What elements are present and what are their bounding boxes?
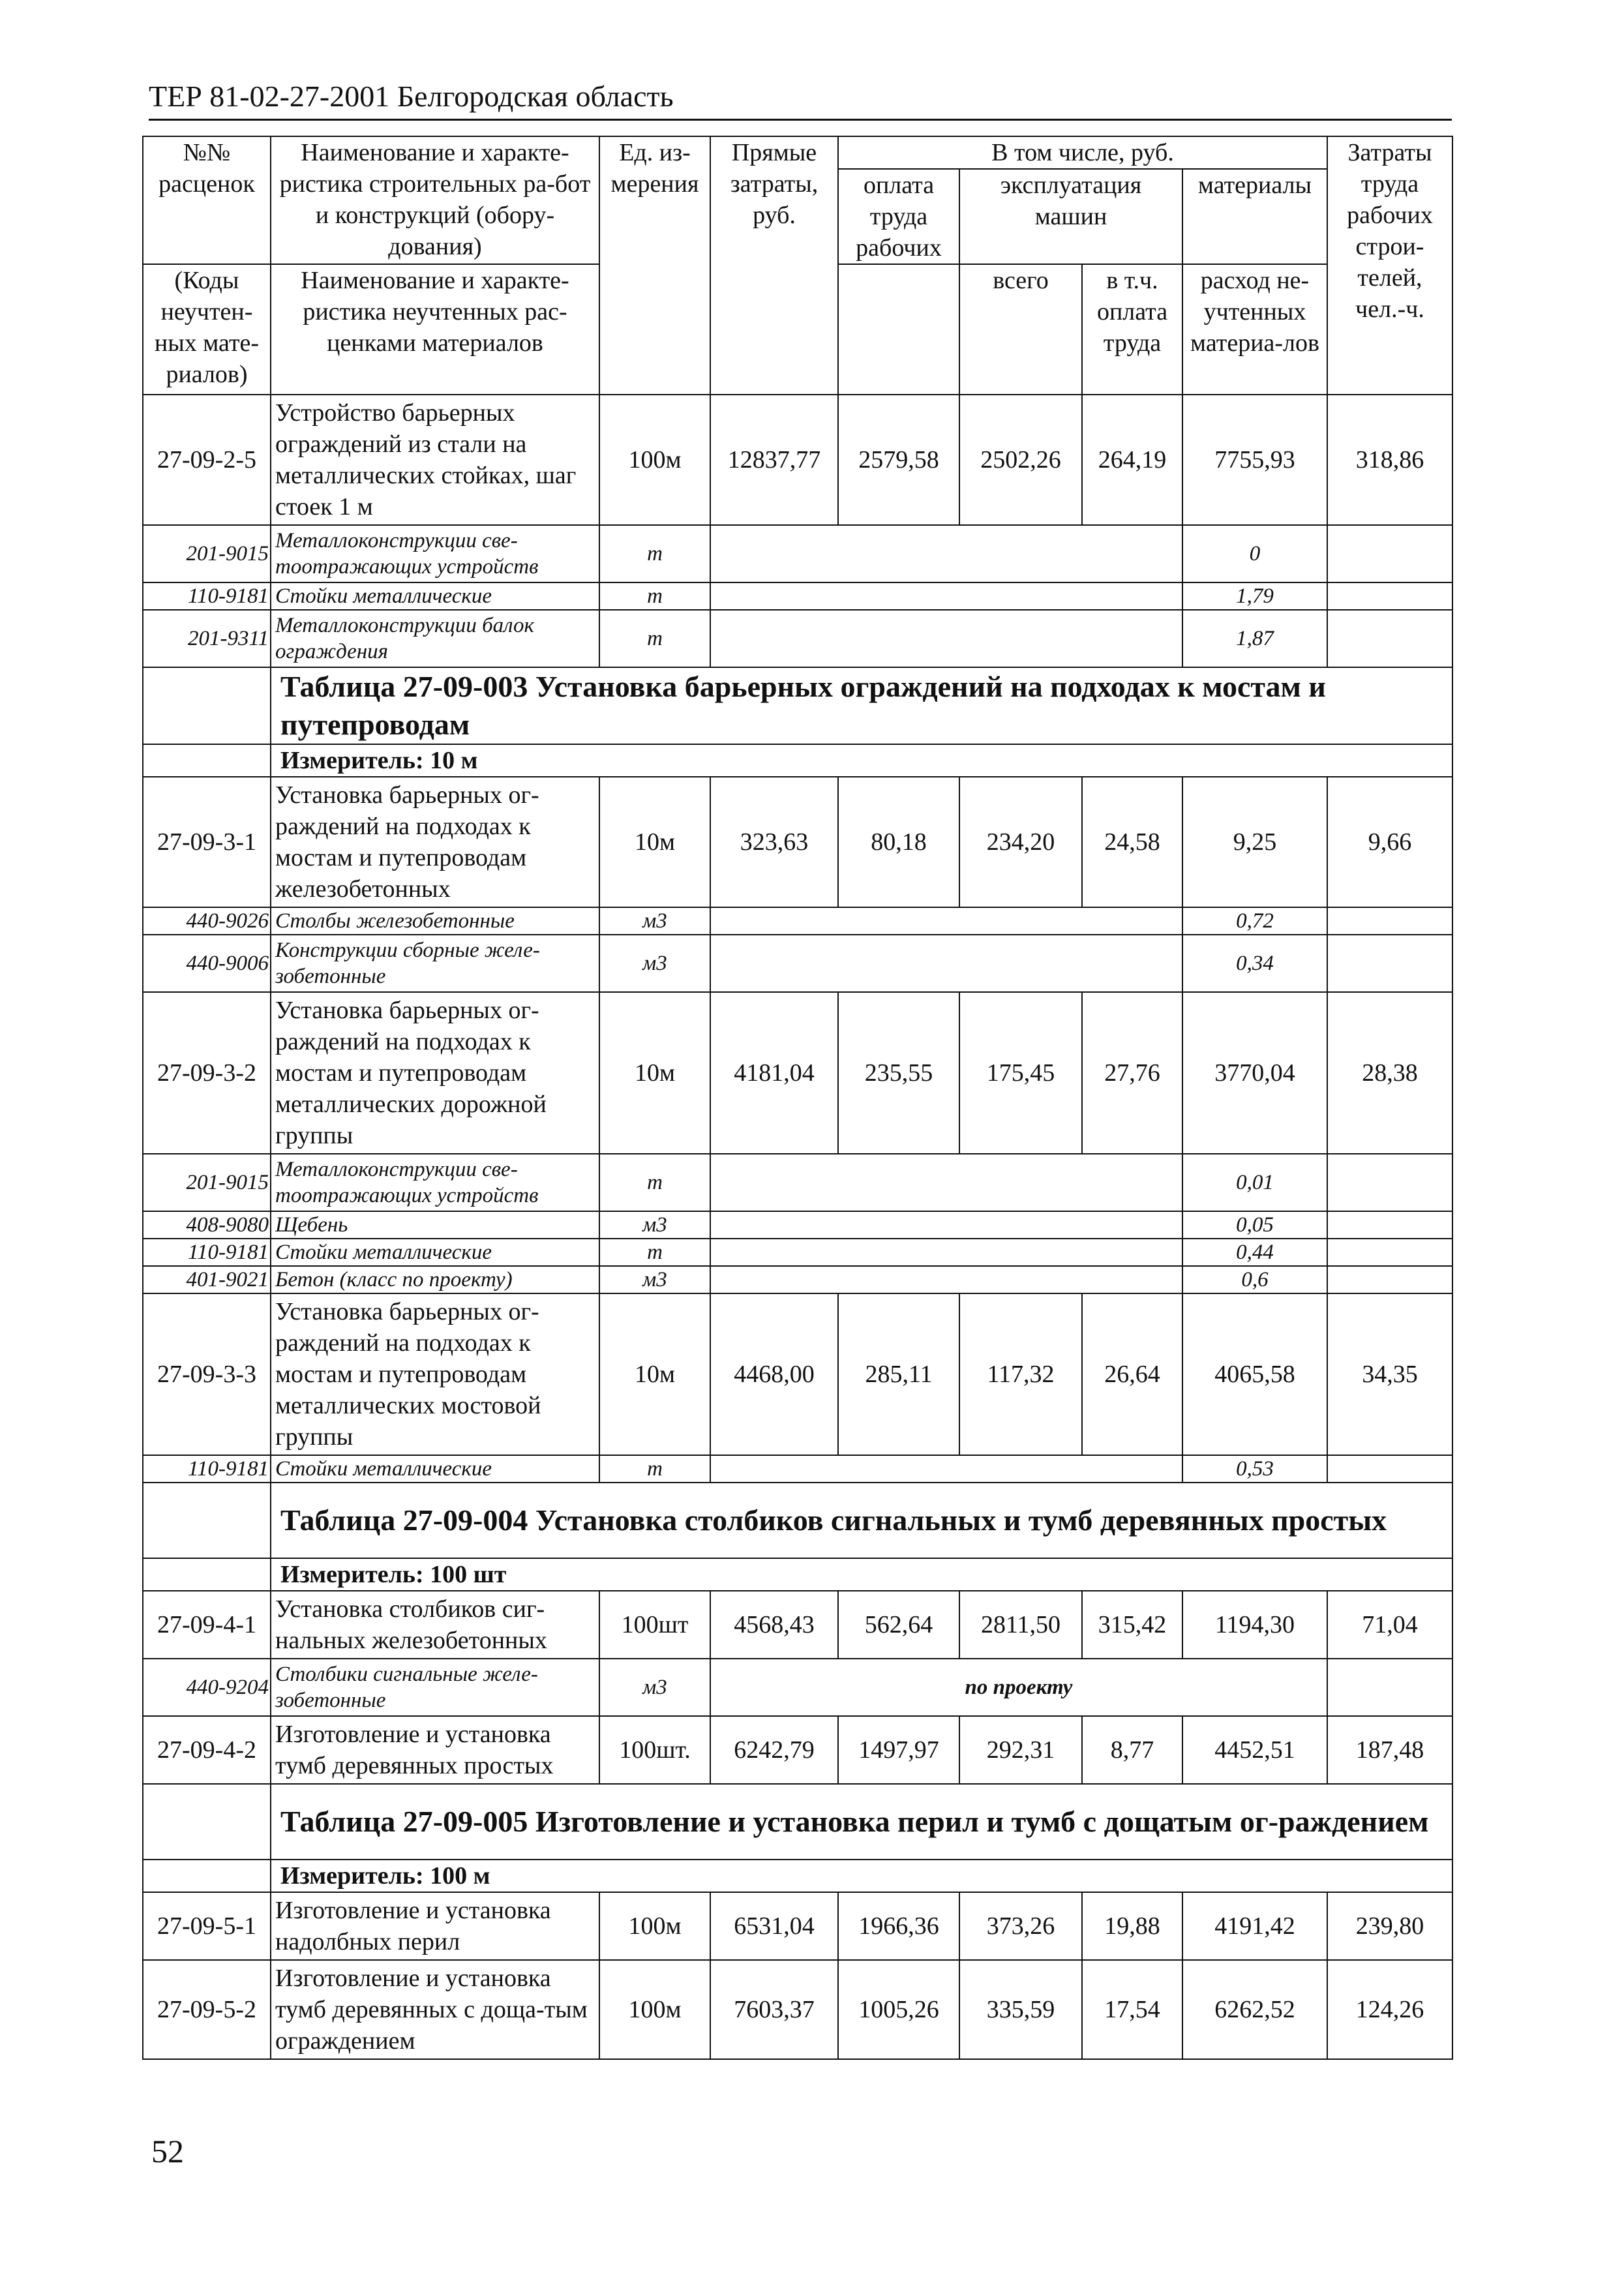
wage-cost: 285,11: [838, 1293, 959, 1455]
material-consumption: 0,44: [1182, 1239, 1327, 1266]
machine-wage-cost: 315,42: [1082, 1591, 1182, 1659]
unit-cell: 100м: [599, 395, 710, 525]
col-header-name: Наименование и характе-ристика строительных ра-бот и конструкций (обору-дования): [271, 136, 599, 264]
direct-cost: 6531,04: [710, 1892, 838, 1960]
table-title: Таблица 27-09-005 Изготовление и установка перил и тумб с дощатым ог-раждением: [271, 1784, 1452, 1860]
blank-cell: [710, 1266, 1182, 1293]
material-row: [143, 525, 1452, 582]
table-title: Таблица 27-09-003 Установка барьерных ограждений на подходах к мостам и путепроводам: [271, 667, 1452, 744]
work-row: [143, 1960, 1452, 2059]
col-header-code: №№ расценок: [143, 136, 271, 264]
unit-cell: 10м: [599, 992, 710, 1154]
machine-wage-cost: 8,77: [1082, 1716, 1182, 1784]
machine-cost: 2502,26: [959, 395, 1082, 525]
labor-cost: 124,26: [1327, 1960, 1452, 2059]
material-consumption: 0,53: [1182, 1455, 1327, 1483]
blank-cell: [710, 1455, 1182, 1483]
rate-code: 27-09-4-1: [143, 1591, 271, 1659]
blank-cell: [710, 935, 1182, 992]
material-consumption: 0: [1182, 525, 1327, 582]
blank-cell: [1327, 1211, 1452, 1239]
unit-cell: т: [599, 610, 710, 667]
material-name: Столбы железобетонные: [271, 907, 599, 935]
material-name: Металлоконструкции све-тоотражающих устройств: [271, 1154, 599, 1211]
material-name: Металлоконструкции балок ограждения: [271, 610, 599, 667]
wage-cost: 1005,26: [838, 1960, 959, 2059]
wage-cost: 562,64: [838, 1591, 959, 1659]
meter-row: [143, 1558, 1452, 1591]
blank-cell: [1327, 1266, 1452, 1293]
unit-cell: м3: [599, 907, 710, 935]
material-code: 440-9026: [143, 907, 271, 935]
materials-cost: 4065,58: [1182, 1293, 1327, 1455]
material-name: Металлоконструкции све-тоотражающих устройств: [271, 525, 599, 582]
material-consumption: 0,72: [1182, 907, 1327, 935]
blank-cell: [710, 907, 1182, 935]
work-name: Установка барьерных ог-раждений на подходах к мостам и путепроводам железобетонных: [271, 777, 599, 907]
blank-cell: [1327, 907, 1452, 935]
unit-cell: т: [599, 1154, 710, 1211]
unit-cell: 100м: [599, 1960, 710, 2059]
blank-cell: [1327, 935, 1452, 992]
material-name: Стойки металлические: [271, 1239, 599, 1266]
blank-cell: [143, 1860, 271, 1892]
table-title-row: [143, 667, 1452, 744]
unit-cell: т: [599, 1455, 710, 1483]
material-name: Бетон (класс по проекту): [271, 1266, 599, 1293]
col-header-name-sub: Наименование и характе-ристика неучтенных рас-ценками материалов: [271, 264, 599, 395]
unit-cell: м3: [599, 1211, 710, 1239]
col-header-total: всего: [959, 264, 1082, 395]
rate-code: 27-09-5-1: [143, 1892, 271, 1960]
rate-code: 27-09-2-5: [143, 395, 271, 525]
work-row: [143, 777, 1452, 907]
price-table: [142, 136, 1453, 2060]
unit-cell: 100шт.: [599, 1716, 710, 1784]
labor-cost: 318,86: [1327, 395, 1452, 525]
blank-cell: [1327, 525, 1452, 582]
material-code: 401-9021: [143, 1266, 271, 1293]
wage-cost: 1966,36: [838, 1892, 959, 1960]
blank-cell: [1327, 1455, 1452, 1483]
col-header-incl-wage: в т.ч. оплата труда: [1082, 264, 1182, 395]
rate-code: 27-09-3-2: [143, 992, 271, 1154]
machine-wage-cost: 27,76: [1082, 992, 1182, 1154]
work-row: [143, 395, 1452, 525]
labor-cost: 71,04: [1327, 1591, 1452, 1659]
table-title-row: [143, 1784, 1452, 1860]
machine-wage-cost: 24,58: [1082, 777, 1182, 907]
machine-cost: 335,59: [959, 1960, 1082, 2059]
material-code: 110-9181: [143, 1239, 271, 1266]
machine-cost: 117,32: [959, 1293, 1082, 1455]
unit-cell: 10м: [599, 1293, 710, 1455]
materials-cost: 1194,30: [1182, 1591, 1327, 1659]
work-name: Установка столбиков сиг-нальных железобетонных: [271, 1591, 599, 1659]
materials-cost: 9,25: [1182, 777, 1327, 907]
blank-cell: [710, 1239, 1182, 1266]
col-header-labor: Затраты труда рабочих строи-телей, чел.-ч.: [1327, 136, 1452, 395]
material-row: [143, 1455, 1452, 1483]
material-consumption: 1,79: [1182, 582, 1327, 610]
work-name: Изготовление и установка надолбных перил: [271, 1892, 599, 1960]
machine-wage-cost: 17,54: [1082, 1960, 1182, 2059]
material-name: Столбики сигнальные желе-зобетонные: [271, 1659, 599, 1716]
material-code: 201-9015: [143, 525, 271, 582]
direct-cost: 12837,77: [710, 395, 838, 525]
blank-cell: [1327, 1154, 1452, 1211]
labor-cost: 9,66: [1327, 777, 1452, 907]
labor-cost: 187,48: [1327, 1716, 1452, 1784]
material-row: [143, 1266, 1452, 1293]
blank-cell: [1327, 1659, 1452, 1716]
unit-cell: м3: [599, 935, 710, 992]
rate-code: 27-09-5-2: [143, 1960, 271, 2059]
machine-cost: 234,20: [959, 777, 1082, 907]
wage-cost: 1497,97: [838, 1716, 959, 1784]
material-row: [143, 1239, 1452, 1266]
machine-wage-cost: 264,19: [1082, 395, 1182, 525]
material-row: [143, 1211, 1452, 1239]
unit-cell: м3: [599, 1659, 710, 1716]
document-header: ТЕР 81-02-27-2001 Белгородская область: [149, 80, 674, 113]
material-name: Конструкции сборные желе-зобетонные: [271, 935, 599, 992]
rate-code: 27-09-3-1: [143, 777, 271, 907]
material-name: Щебень: [271, 1211, 599, 1239]
unit-cell: т: [599, 1239, 710, 1266]
material-code: 440-9006: [143, 935, 271, 992]
work-row: [143, 992, 1452, 1154]
direct-cost: 7603,37: [710, 1960, 838, 2059]
work-row: [143, 1591, 1452, 1659]
blank-cell: [143, 744, 271, 777]
table-meter: Измеритель: 10 м: [271, 744, 1452, 777]
material-consumption: 1,87: [1182, 610, 1327, 667]
material-name: Стойки металлические: [271, 1455, 599, 1483]
blank-cell: [1327, 1239, 1452, 1266]
wage-cost: 235,55: [838, 992, 959, 1154]
col-header-wage-blank: [838, 264, 959, 395]
material-row: [143, 1659, 1452, 1716]
work-name: Изготовление и установка тумб деревянных простых: [271, 1716, 599, 1784]
work-row: [143, 1293, 1452, 1455]
blank-cell: [1327, 582, 1452, 610]
materials-cost: 3770,04: [1182, 992, 1327, 1154]
material-code: 201-9311: [143, 610, 271, 667]
material-row: [143, 582, 1452, 610]
material-code: 110-9181: [143, 1455, 271, 1483]
blank-cell: [710, 610, 1182, 667]
materials-cost: 6262,52: [1182, 1960, 1327, 2059]
direct-cost: 6242,79: [710, 1716, 838, 1784]
material-row: [143, 935, 1452, 992]
machine-cost: 2811,50: [959, 1591, 1082, 1659]
col-header-incl: В том числе, руб.: [838, 136, 1327, 169]
material-row: [143, 610, 1452, 667]
labor-cost: 28,38: [1327, 992, 1452, 1154]
direct-cost: 4468,00: [710, 1293, 838, 1455]
material-consumption: по проекту: [710, 1659, 1327, 1716]
material-code: 201-9015: [143, 1154, 271, 1211]
material-code: 408-9080: [143, 1211, 271, 1239]
table-meter: Измеритель: 100 шт: [271, 1558, 1452, 1591]
material-consumption: 0,6: [1182, 1266, 1327, 1293]
blank-cell: [1327, 610, 1452, 667]
work-name: Установка барьерных ог-раждений на подходах к мостам и путепроводам металлических мостовой группы: [271, 1293, 599, 1455]
unit-cell: м3: [599, 1266, 710, 1293]
page-number: 52: [151, 2133, 184, 2169]
material-consumption: 0,01: [1182, 1154, 1327, 1211]
material-code: 110-9181: [143, 582, 271, 610]
col-header-machines: эксплуатация машин: [959, 169, 1182, 264]
meter-row: [143, 744, 1452, 777]
direct-cost: 323,63: [710, 777, 838, 907]
work-row: [143, 1716, 1452, 1784]
col-header-direct: Прямые затраты, руб.: [710, 136, 838, 395]
material-row: [143, 907, 1452, 935]
wage-cost: 80,18: [838, 777, 959, 907]
blank-cell: [710, 1211, 1182, 1239]
unit-cell: 100шт: [599, 1591, 710, 1659]
work-name: Изготовление и установка тумб деревянных с доща-тым ограждением: [271, 1960, 599, 2059]
wage-cost: 2579,58: [838, 395, 959, 525]
material-consumption: 0,34: [1182, 935, 1327, 992]
material-row: [143, 1154, 1452, 1211]
col-header-unit: Ед. из-мерения: [599, 136, 710, 395]
material-consumption: 0,05: [1182, 1211, 1327, 1239]
table-title: Таблица 27-09-004 Установка столбиков сигнальных и тумб деревянных простых: [271, 1483, 1452, 1558]
machine-wage-cost: 26,64: [1082, 1293, 1182, 1455]
rate-code: 27-09-3-3: [143, 1293, 271, 1455]
table-title-row: [143, 1483, 1452, 1558]
unit-cell: т: [599, 582, 710, 610]
material-code: 440-9204: [143, 1659, 271, 1716]
blank-cell: [143, 1784, 271, 1860]
unit-cell: 100м: [599, 1892, 710, 1960]
unit-cell: 10м: [599, 777, 710, 907]
meter-row: [143, 1860, 1452, 1892]
rate-code: 27-09-4-2: [143, 1716, 271, 1784]
work-name: Устройство барьерных ограждений из стали на металлических стойках, шаг стоек 1 м: [271, 395, 599, 525]
blank-cell: [710, 1154, 1182, 1211]
table-meter: Измеритель: 100 м: [271, 1860, 1452, 1892]
work-row: [143, 1892, 1452, 1960]
col-header-materials: материалы: [1182, 169, 1327, 264]
blank-cell: [710, 525, 1182, 582]
materials-cost: 4191,42: [1182, 1892, 1327, 1960]
materials-cost: 7755,93: [1182, 395, 1327, 525]
header-rule: [149, 119, 1452, 121]
machine-cost: 292,31: [959, 1716, 1082, 1784]
material-name: Стойки металлические: [271, 582, 599, 610]
col-header-consumption: расход не-учтенных материа-лов: [1182, 264, 1327, 395]
col-header-code-sub: (Коды неучтен-ных мате-риалов): [143, 264, 271, 395]
blank-cell: [143, 1558, 271, 1591]
blank-cell: [143, 667, 271, 744]
direct-cost: 4568,43: [710, 1591, 838, 1659]
col-header-wage: оплата труда рабочих: [838, 169, 959, 264]
blank-cell: [143, 1483, 271, 1558]
unit-cell: т: [599, 525, 710, 582]
labor-cost: 34,35: [1327, 1293, 1452, 1455]
machine-wage-cost: 19,88: [1082, 1892, 1182, 1960]
direct-cost: 4181,04: [710, 992, 838, 1154]
materials-cost: 4452,51: [1182, 1716, 1327, 1784]
labor-cost: 239,80: [1327, 1892, 1452, 1960]
blank-cell: [710, 582, 1182, 610]
machine-cost: 175,45: [959, 992, 1082, 1154]
work-name: Установка барьерных ог-раждений на подходах к мостам и путепроводам металлических дорожной группы: [271, 992, 599, 1154]
machine-cost: 373,26: [959, 1892, 1082, 1960]
